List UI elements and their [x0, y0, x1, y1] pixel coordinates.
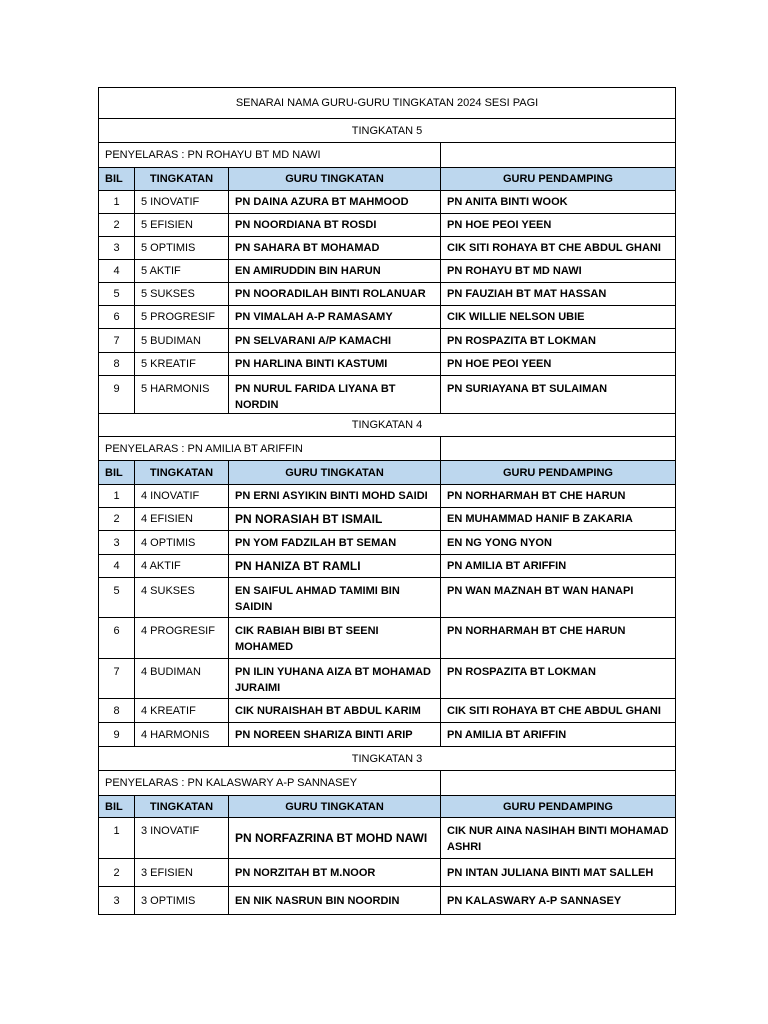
- header-tingkatan: TINGKATAN: [135, 168, 229, 191]
- cell-guru-pendamping: PN NORHARMAH BT CHE HARUN: [441, 618, 676, 659]
- cell-guru-tingkatan: CIK NURAISHAH BT ABDUL KARIM: [229, 699, 441, 723]
- table-row: [99, 578, 676, 618]
- cell-guru-pendamping: CIK NUR AINA NASIHAH BINTI MOHAMAD ASHRI: [441, 818, 676, 859]
- cell-tingkatan: 3 EFISIEN: [135, 859, 229, 887]
- cell-guru-tingkatan: PN SELVARANI A/P KAMACHI: [229, 329, 441, 353]
- cell-bil: 2: [99, 859, 135, 887]
- cell-guru-tingkatan: PN ILIN YUHANA AIZA BT MOHAMAD JURAIMI: [229, 659, 441, 699]
- cell-guru-tingkatan: PN NOREEN SHARIZA BINTI ARIP: [229, 723, 441, 747]
- cell-guru-tingkatan: PN NOORDIANA BT ROSDI: [229, 214, 441, 237]
- cell-guru-tingkatan: PN SAHARA BT MOHAMAD: [229, 237, 441, 260]
- cell-bil: 5: [99, 578, 135, 618]
- table-row: [99, 237, 676, 260]
- cell-guru-tingkatan: PN NURUL FARIDA LIYANA BT NORDIN: [229, 376, 441, 414]
- cell-tingkatan: 4 HARMONIS: [135, 723, 229, 747]
- header-guru-tingkatan: GURU TINGKATAN: [229, 796, 441, 818]
- cell-guru-pendamping: PN HOE PEOI YEEN: [441, 353, 676, 376]
- section-heading: TINGKATAN 5: [99, 119, 676, 143]
- coordinator-label: PENYELARAS : PN AMILIA BT ARIFFIN: [99, 437, 441, 461]
- header-bil: BIL: [99, 461, 135, 485]
- header-guru-tingkatan: GURU TINGKATAN: [229, 461, 441, 485]
- table-row: [99, 531, 676, 555]
- coordinator-label: PENYELARAS : PN ROHAYU BT MD NAWI: [99, 143, 441, 168]
- cell-tingkatan: 5 OPTIMIS: [135, 237, 229, 260]
- cell-guru-pendamping: CIK SITI ROHAYA BT CHE ABDUL GHANI: [441, 237, 676, 260]
- cell-guru-tingkatan: PN YOM FADZILAH BT SEMAN: [229, 531, 441, 555]
- table-row: [99, 859, 676, 887]
- cell-guru-pendamping: PN WAN MAZNAH BT WAN HANAPI: [441, 578, 676, 618]
- cell-guru-tingkatan: PN VIMALAH A-P RAMASAMY: [229, 306, 441, 329]
- cell-tingkatan: 3 OPTIMIS: [135, 887, 229, 915]
- coordinator-empty-cell: [441, 143, 676, 168]
- cell-bil: 4: [99, 555, 135, 578]
- coordinator-row: [99, 437, 676, 461]
- coordinator-row: [99, 143, 676, 168]
- table-row: [99, 214, 676, 237]
- table-row: [99, 191, 676, 214]
- cell-tingkatan: 5 EFISIEN: [135, 214, 229, 237]
- coordinator-empty-cell: [441, 771, 676, 796]
- cell-guru-pendamping: PN NORHARMAH BT CHE HARUN: [441, 485, 676, 508]
- table-row: [99, 618, 676, 659]
- table-row: [99, 283, 676, 306]
- column-header-row: [99, 168, 676, 191]
- cell-guru-pendamping: PN SURIAYANA BT SULAIMAN: [441, 376, 676, 414]
- cell-tingkatan: 5 PROGRESIF: [135, 306, 229, 329]
- cell-guru-pendamping: EN NG YONG NYON: [441, 531, 676, 555]
- table-row: [99, 260, 676, 283]
- cell-bil: 2: [99, 508, 135, 531]
- coordinator-label: PENYELARAS : PN KALASWARY A-P SANNASEY: [99, 771, 441, 796]
- cell-tingkatan: 4 SUKSES: [135, 578, 229, 618]
- cell-bil: 8: [99, 699, 135, 723]
- cell-guru-tingkatan: CIK RABIAH BIBI BT SEENI MOHAMED: [229, 618, 441, 659]
- cell-bil: 6: [99, 618, 135, 659]
- cell-bil: 1: [99, 485, 135, 508]
- cell-tingkatan: 4 INOVATIF: [135, 485, 229, 508]
- cell-guru-tingkatan: PN NORFAZRINA BT MOHD NAWI: [229, 818, 441, 859]
- cell-bil: 3: [99, 237, 135, 260]
- cell-guru-tingkatan: PN ERNI ASYIKIN BINTI MOHD SAIDI: [229, 485, 441, 508]
- table-row: [99, 376, 676, 414]
- document-title: SENARAI NAMA GURU-GURU TINGKATAN 2024 SESI PAGI: [99, 88, 676, 119]
- table-row: [99, 723, 676, 747]
- section-heading: TINGKATAN 4: [99, 414, 676, 437]
- table-row: [99, 659, 676, 699]
- cell-bil: 6: [99, 306, 135, 329]
- header-guru-pendamping: GURU PENDAMPING: [441, 168, 676, 191]
- cell-bil: 7: [99, 329, 135, 353]
- cell-bil: 5: [99, 283, 135, 306]
- table-row: [99, 329, 676, 353]
- cell-tingkatan: 3 INOVATIF: [135, 818, 229, 859]
- header-guru-pendamping: GURU PENDAMPING: [441, 796, 676, 818]
- table-row: [99, 485, 676, 508]
- table-row: [99, 887, 676, 915]
- cell-tingkatan: 4 AKTIF: [135, 555, 229, 578]
- table-row: [99, 555, 676, 578]
- cell-tingkatan: 4 BUDIMAN: [135, 659, 229, 699]
- cell-bil: 2: [99, 214, 135, 237]
- cell-bil: 7: [99, 659, 135, 699]
- cell-guru-pendamping: EN MUHAMMAD HANIF B ZAKARIA: [441, 508, 676, 531]
- section-heading-row: [99, 119, 676, 143]
- table-row: [99, 699, 676, 723]
- cell-bil: 3: [99, 531, 135, 555]
- cell-guru-pendamping: PN AMILIA BT ARIFFIN: [441, 555, 676, 578]
- cell-guru-tingkatan: EN SAIFUL AHMAD TAMIMI BIN SAIDIN: [229, 578, 441, 618]
- cell-tingkatan: 5 INOVATIF: [135, 191, 229, 214]
- table-row: [99, 508, 676, 531]
- section-heading: TINGKATAN 3: [99, 747, 676, 771]
- cell-guru-pendamping: PN AMILIA BT ARIFFIN: [441, 723, 676, 747]
- section-heading-row: [99, 747, 676, 771]
- header-tingkatan: TINGKATAN: [135, 461, 229, 485]
- column-header-row: [99, 461, 676, 485]
- cell-guru-pendamping: PN ROHAYU BT MD NAWI: [441, 260, 676, 283]
- cell-guru-pendamping: PN KALASWARY A-P SANNASEY: [441, 887, 676, 915]
- cell-guru-pendamping: CIK SITI ROHAYA BT CHE ABDUL GHANI: [441, 699, 676, 723]
- cell-guru-tingkatan: PN NOORADILAH BINTI ROLANUAR: [229, 283, 441, 306]
- cell-guru-pendamping: PN FAUZIAH BT MAT HASSAN: [441, 283, 676, 306]
- cell-guru-tingkatan: PN NORZITAH BT M.NOOR: [229, 859, 441, 887]
- cell-guru-pendamping: PN HOE PEOI YEEN: [441, 214, 676, 237]
- cell-guru-pendamping: PN ANITA BINTI WOOK: [441, 191, 676, 214]
- cell-tingkatan: 4 KREATIF: [135, 699, 229, 723]
- cell-tingkatan: 5 BUDIMAN: [135, 329, 229, 353]
- coordinator-row: [99, 771, 676, 796]
- cell-tingkatan: 5 KREATIF: [135, 353, 229, 376]
- document-title-row: [99, 88, 676, 119]
- cell-tingkatan: 5 SUKSES: [135, 283, 229, 306]
- cell-guru-tingkatan: PN HANIZA BT RAMLI: [229, 555, 441, 578]
- table-row: [99, 818, 676, 859]
- cell-bil: 3: [99, 887, 135, 915]
- header-guru-pendamping: GURU PENDAMPING: [441, 461, 676, 485]
- cell-tingkatan: 4 OPTIMIS: [135, 531, 229, 555]
- header-bil: BIL: [99, 168, 135, 191]
- cell-guru-pendamping: CIK WILLIE NELSON UBIE: [441, 306, 676, 329]
- cell-guru-tingkatan: PN HARLINA BINTI KASTUMI: [229, 353, 441, 376]
- cell-bil: 4: [99, 260, 135, 283]
- header-guru-tingkatan: GURU TINGKATAN: [229, 168, 441, 191]
- column-header-row: [99, 796, 676, 818]
- cell-tingkatan: 5 HARMONIS: [135, 376, 229, 414]
- cell-tingkatan: 5 AKTIF: [135, 260, 229, 283]
- header-bil: BIL: [99, 796, 135, 818]
- cell-bil: 9: [99, 376, 135, 414]
- cell-bil: 8: [99, 353, 135, 376]
- cell-guru-tingkatan: PN DAINA AZURA BT MAHMOOD: [229, 191, 441, 214]
- table-row: [99, 306, 676, 329]
- teacher-list-table: [98, 87, 676, 915]
- cell-tingkatan: 4 EFISIEN: [135, 508, 229, 531]
- coordinator-empty-cell: [441, 437, 676, 461]
- cell-guru-pendamping: PN INTAN JULIANA BINTI MAT SALLEH: [441, 859, 676, 887]
- cell-bil: 9: [99, 723, 135, 747]
- cell-guru-pendamping: PN ROSPAZITA BT LOKMAN: [441, 329, 676, 353]
- cell-guru-tingkatan: EN NIK NASRUN BIN NOORDIN: [229, 887, 441, 915]
- cell-guru-tingkatan: EN AMIRUDDIN BIN HARUN: [229, 260, 441, 283]
- table-row: [99, 353, 676, 376]
- cell-bil: 1: [99, 191, 135, 214]
- cell-bil: 1: [99, 818, 135, 859]
- section-heading-row: [99, 414, 676, 437]
- cell-guru-tingkatan: PN NORASIAH BT ISMAIL: [229, 508, 441, 531]
- header-tingkatan: TINGKATAN: [135, 796, 229, 818]
- cell-guru-pendamping: PN ROSPAZITA BT LOKMAN: [441, 659, 676, 699]
- cell-tingkatan: 4 PROGRESIF: [135, 618, 229, 659]
